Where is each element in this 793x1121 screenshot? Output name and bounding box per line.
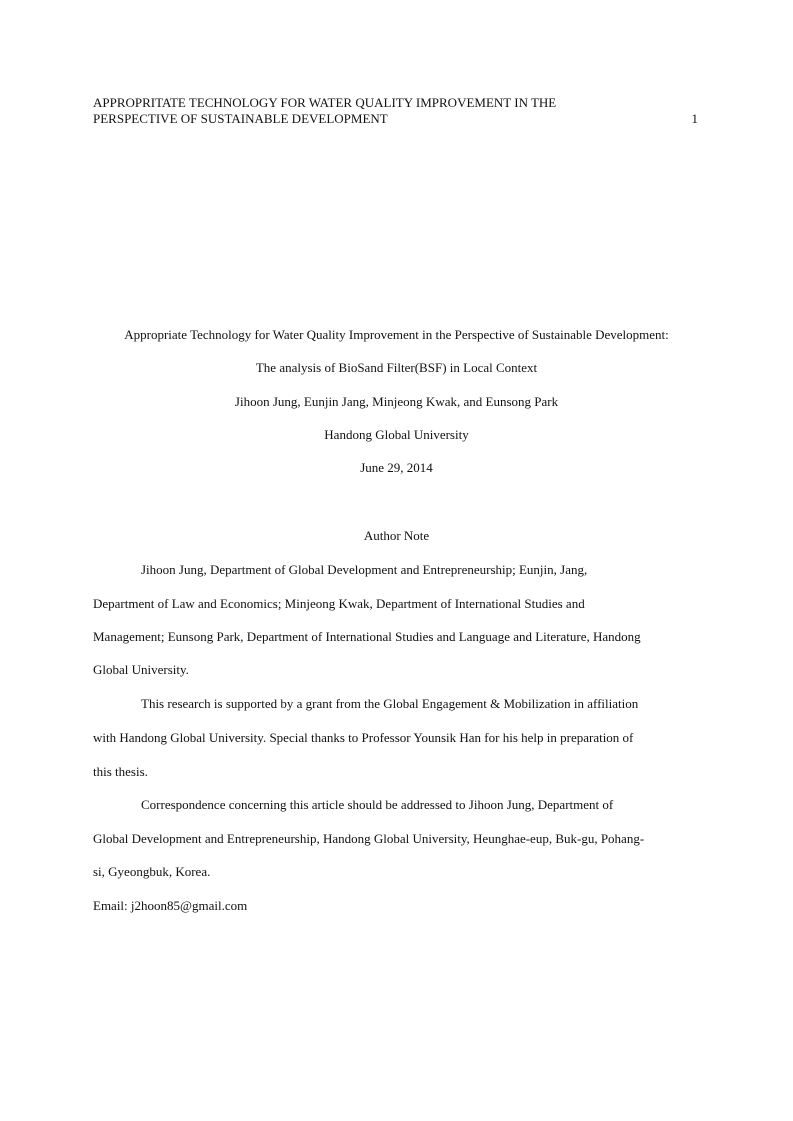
running-head-line-2: PERSPECTIVE OF SUSTAINABLE DEVELOPMENT xyxy=(93,111,388,126)
paragraph-line: si, Gyeongbuk, Korea. xyxy=(93,864,211,879)
paper-subtitle: The analysis of BioSand Filter(BSF) in Local Context xyxy=(255,360,538,375)
paragraph-line: Global Development and Entrepreneurship, Handong Global University, Heunghae-eup, Buk-gu, Pohang- xyxy=(93,831,645,846)
paper-title: Appropriate Technology for Water Quality Improvement in the Perspective of Sustainable Development: xyxy=(124,327,669,342)
date: June 29, 2014 xyxy=(360,460,433,475)
paragraph-line: This research is supported by a grant from the Global Engagement & Mobilization in affiliation xyxy=(141,696,639,711)
author-note-heading: Author Note xyxy=(363,528,430,543)
running-head-line-1: APPROPRITATE TECHNOLOGY FOR WATER QUALITY IMPROVEMENT IN THE xyxy=(93,95,557,110)
page-number: 1 xyxy=(691,111,698,126)
email-line: Email: j2hoon85@gmail.com xyxy=(93,898,248,913)
paragraph-line: with Handong Global University. Special thanks to Professor Younsik Han for his help in preparation of xyxy=(93,730,634,745)
paragraph-line: Department of Law and Economics; Minjeong Kwak, Department of International Studies and xyxy=(93,596,585,611)
paragraph-line: Global University. xyxy=(93,662,189,677)
affiliation: Handong Global University xyxy=(324,427,469,442)
paragraph-line: Correspondence concerning this article should be addressed to Jihoon Jung, Department of xyxy=(141,797,614,812)
author-list: Jihoon Jung, Eunjin Jang, Minjeong Kwak, and Eunsong Park xyxy=(234,394,559,409)
paragraph-line: Jihoon Jung, Department of Global Development and Entrepreneurship; Eunjin, Jang, xyxy=(141,562,588,577)
running-head xyxy=(93,95,613,127)
paragraph-line: Management; Eunsong Park, Department of International Studies and Language and Literature, Handong xyxy=(93,629,641,644)
paragraph-line: this thesis. xyxy=(93,764,148,779)
